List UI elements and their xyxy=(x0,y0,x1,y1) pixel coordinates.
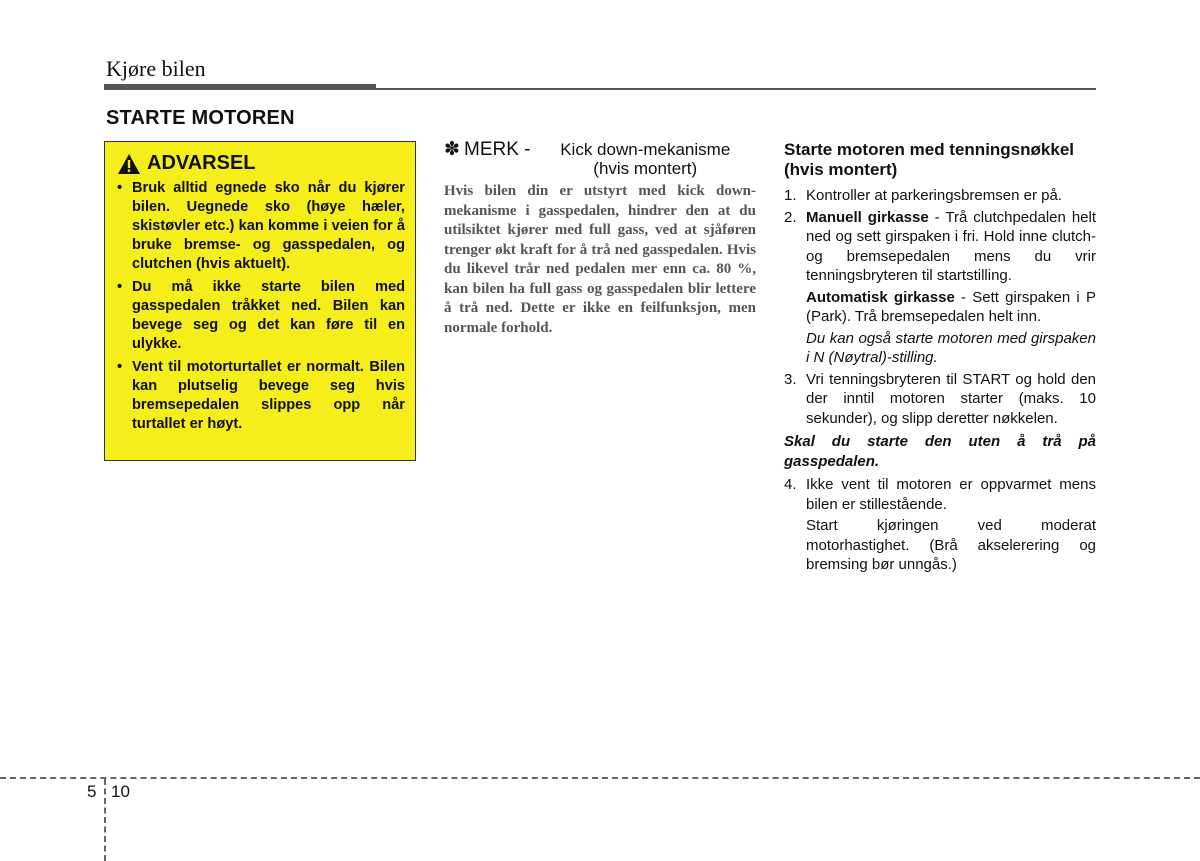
step-3 xyxy=(784,370,1096,431)
note-title xyxy=(535,140,757,178)
manual-gearbox-label: Manuell girkasse xyxy=(806,208,929,226)
footer-vertical-divider xyxy=(104,779,106,861)
warning-header xyxy=(117,152,405,175)
step-4 xyxy=(784,475,1096,577)
footer-divider xyxy=(0,777,1200,779)
step-text: Kontroller at parkeringsbremsen er på. xyxy=(806,187,1062,204)
header-rule-thin xyxy=(376,88,1096,90)
instructions-heading: Starte motoren med tenningsnøkkel (hvis montert) xyxy=(784,140,1074,179)
note-star-icon: ✽ xyxy=(444,139,460,160)
page-number: 10 xyxy=(111,782,130,801)
warning-triangle-icon xyxy=(117,153,141,175)
subheading-no-throttle: Skal du starte den uten å trå på gasspedalen. xyxy=(784,433,1096,470)
step-1 xyxy=(784,186,1096,208)
automatic-gearbox-text: - Sett girspaken i P (Park). Trå bremsepedalen helt inn. xyxy=(806,288,1096,325)
neutral-start-note: Du kan også starte motoren med girspaken i N (Nøytral)-stilling. xyxy=(806,329,1096,366)
chapter-number: 5 xyxy=(87,782,97,801)
warning-list xyxy=(117,179,405,434)
step-number: 3. xyxy=(784,370,797,388)
note-body: Hvis bilen din er utstyrt med kick down-mekanisme i gasspedalen, hindrer den at du utilsiktet kjører med full gass, ved at sjåføren trenger økt kraft for å trå ned gasspedalen. Hvis du likevel trår ned pedalen mer enn ca. 80 %, kan bilen ha full gass og gasspedalen blir lettere å trå ned. Dette er ikke en feilfunksjon, men normale forhold. xyxy=(444,183,756,336)
warning-title: ADVARSEL xyxy=(147,152,256,174)
step-text: Vri tenningsbryteren til START og hold den der inntil motoren starter (maks. 10 sekunder), og slipp deretter nøkkelen. xyxy=(806,370,1096,427)
step-number: 1. xyxy=(784,187,797,204)
manual-gearbox-text: - Trå clutchpedalen helt ned og sett girspaken i fri. Hold inne clutch- og bremsepedalen mens du vrir tenningsbryteren til startstilling. xyxy=(806,208,1097,284)
note-label: MERK - xyxy=(464,139,531,160)
section-title: STARTE MOTOREN xyxy=(106,107,295,129)
step-text: Ikke vent til motoren er oppvarmet mens bilen er stillestående. xyxy=(806,476,1096,513)
start-instructions xyxy=(784,140,1096,577)
automatic-gearbox-label: Automatisk girkasse xyxy=(806,288,955,306)
warning-box xyxy=(104,141,416,461)
warning-item-shoes: • Bruk alltid egnede sko når du kjører bilen. Uegnede sko (høye hæler, skistøvler etc.) kan komme i veien for å bruke bremse- og gasspedalen, og clutchen (hvis aktuelt). xyxy=(117,179,405,274)
step-text-continued: Start kjøringen ved moderat motorhastighet. (Brå akselerering og bremsing bør unngås.) xyxy=(806,517,1096,573)
running-header: Kjøre bilen xyxy=(106,56,206,81)
note-kick-down xyxy=(444,140,756,338)
warning-item-pedal: • Du må ikke starte bilen med gasspedalen tråkket ned. Bilen kan bevege seg og det kan føre til en ulykke. xyxy=(117,278,405,354)
note-header xyxy=(444,140,756,178)
header-rule-thick xyxy=(104,84,376,90)
note-title-line1: Kick down-mekanisme xyxy=(560,140,731,159)
step-2 xyxy=(784,208,1096,370)
warning-item-rpm: • Vent til motorturtallet er normalt. Bilen kan plutselig bevege seg hvis bremsepedalen slippes opp når turtallet er høyt. xyxy=(117,358,405,434)
step-text-automatic xyxy=(806,288,1096,327)
step-number: 4. xyxy=(784,476,797,493)
step-number: 2. xyxy=(784,208,797,226)
step-text-manual xyxy=(806,208,1096,286)
note-title-line2: (hvis montert) xyxy=(593,159,698,178)
